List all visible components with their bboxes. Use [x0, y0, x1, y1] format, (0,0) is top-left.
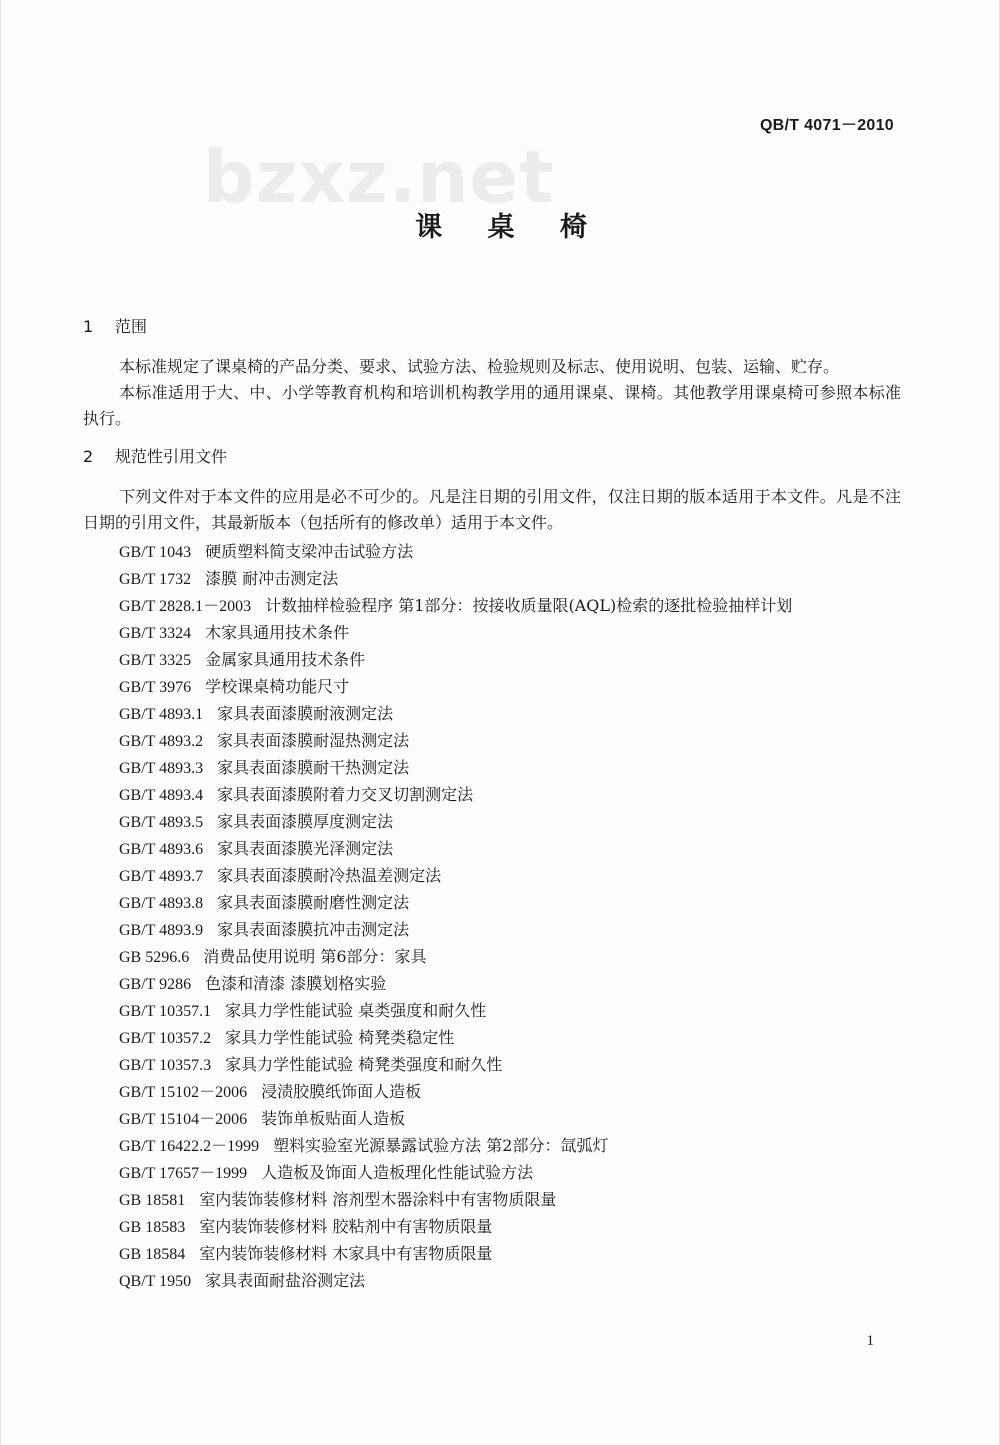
reference-item — [83, 538, 901, 565]
reference-code: GB/T 3324 — [119, 625, 192, 642]
reference-code: GB/T 4893.8 — [119, 895, 204, 912]
reference-title: 硬质塑料简支梁冲击试验方法 — [205, 542, 414, 561]
reference-title: 室内装饰装修材料 木家具中有害物质限量 — [199, 1244, 493, 1263]
reference-item — [83, 754, 901, 781]
page-number: 1 — [866, 1333, 874, 1349]
reference-item — [83, 673, 901, 700]
reference-title: 漆膜 耐冲击测定法 — [205, 569, 339, 588]
reference-item — [83, 592, 901, 619]
reference-code: GB/T 4893.1 — [119, 706, 204, 723]
reference-item — [83, 1024, 901, 1051]
reference-title: 装饰单板贴面人造板 — [261, 1109, 406, 1128]
reference-title: 家具表面漆膜光泽测定法 — [217, 839, 394, 858]
reference-code: QB/T 1950 — [119, 1273, 192, 1290]
reference-item — [83, 1105, 901, 1132]
reference-title: 家具表面漆膜耐湿热测定法 — [217, 731, 410, 750]
reference-item — [83, 565, 901, 592]
reference-title: 消费品使用说明 第6部分：家具 — [203, 947, 427, 966]
reference-title: 室内装饰装修材料 胶粘剂中有害物质限量 — [199, 1217, 493, 1236]
reference-code: GB/T 4893.4 — [119, 787, 204, 804]
reference-title: 塑料实验室光源暴露试验方法 第2部分：氙弧灯 — [273, 1136, 609, 1155]
reference-title: 家具表面漆膜耐冷热温差测定法 — [217, 866, 442, 885]
reference-item — [83, 1159, 901, 1186]
reference-title: 色漆和清漆 漆膜划格实验 — [205, 974, 387, 993]
section-title: 范围 — [115, 317, 148, 336]
reference-code: GB/T 3976 — [119, 679, 192, 696]
reference-title: 人造板及饰面人造板理化性能试验方法 — [261, 1163, 534, 1182]
reference-code: GB/T 10357.3 — [119, 1057, 212, 1074]
reference-code: GB/T 1732 — [119, 571, 192, 588]
section-title: 规范性引用文件 — [115, 447, 228, 466]
reference-code: GB/T 3325 — [119, 652, 192, 669]
reference-item — [83, 1132, 901, 1159]
reference-item — [83, 808, 901, 835]
reference-code: GB/T 2828.1－2003 — [119, 598, 252, 615]
reference-title: 木家具通用技术条件 — [205, 623, 350, 642]
reference-title: 家具表面漆膜附着力交叉切割测定法 — [217, 785, 474, 804]
reference-title: 家具表面漆膜厚度测定法 — [217, 812, 394, 831]
reference-title: 计数抽样检验程序 第1部分：按接收质量限(AQL)检索的逐批检验抽样计划 — [265, 596, 793, 615]
reference-item — [83, 727, 901, 754]
reference-title: 家具表面漆膜耐磨性测定法 — [217, 893, 410, 912]
reference-code: GB/T 10357.2 — [119, 1030, 212, 1047]
reference-code: GB 18584 — [119, 1246, 186, 1263]
section-2-heading — [83, 444, 901, 470]
reference-title: 家具表面漆膜抗冲击测定法 — [217, 920, 410, 939]
reference-item — [83, 700, 901, 727]
reference-code: GB/T 4893.6 — [119, 841, 204, 858]
reference-code: GB 18581 — [119, 1192, 186, 1209]
reference-code: GB/T 16422.2－1999 — [119, 1138, 260, 1155]
reference-title: 浸渍胶膜纸饰面人造板 — [261, 1082, 422, 1101]
reference-item — [83, 1186, 901, 1213]
reference-item — [83, 1051, 901, 1078]
document-body — [83, 314, 901, 1294]
reference-item — [83, 1078, 901, 1105]
reference-list — [83, 538, 901, 1294]
section-1-heading — [83, 314, 901, 340]
reference-item — [83, 781, 901, 808]
reference-code: GB 18583 — [119, 1219, 186, 1236]
reference-code: GB/T 17657－1999 — [119, 1165, 248, 1182]
reference-code: GB/T 9286 — [119, 976, 192, 993]
reference-item — [83, 1267, 901, 1294]
reference-code: GB 5296.6 — [119, 949, 190, 966]
reference-code: GB/T 4893.9 — [119, 922, 204, 939]
scope-paragraph: 本标准规定了课桌椅的产品分类、要求、试验方法、检验规则及标志、使用说明、包装、运输、贮存。 — [119, 357, 840, 376]
reference-title: 家具力学性能试验 桌类强度和耐久性 — [225, 1001, 487, 1020]
reference-item — [83, 1240, 901, 1267]
reference-code: GB/T 4893.2 — [119, 733, 204, 750]
reference-item — [83, 889, 901, 916]
reference-item — [83, 862, 901, 889]
standard-code: QB/T 4071－2010 — [759, 117, 894, 134]
reference-title: 家具表面漆膜耐液测定法 — [217, 704, 394, 723]
watermark: bzxz.net — [203, 135, 555, 219]
reference-item — [83, 970, 901, 997]
reference-item — [83, 943, 901, 970]
reference-title: 家具力学性能试验 椅凳类强度和耐久性 — [225, 1055, 503, 1074]
reference-code: GB/T 4893.5 — [119, 814, 204, 831]
reference-item — [83, 916, 901, 943]
reference-code: GB/T 15102－2006 — [119, 1084, 248, 1101]
reference-code: GB/T 15104－2006 — [119, 1111, 248, 1128]
scope-paragraph: 本标准适用于大、中、小学等教育机构和培训机构教学用的通用课桌、课椅。其他教学用课桌椅可参照本标准执行。 — [83, 383, 901, 428]
reference-title: 家具力学性能试验 椅凳类稳定性 — [225, 1028, 455, 1047]
reference-item — [83, 835, 901, 862]
reference-title: 家具表面漆膜耐干热测定法 — [217, 758, 410, 777]
reference-item — [83, 1213, 901, 1240]
reference-item — [83, 619, 901, 646]
reference-title: 家具表面耐盐浴测定法 — [205, 1271, 366, 1290]
reference-code: GB/T 4893.3 — [119, 760, 204, 777]
reference-item — [83, 646, 901, 673]
reference-title: 学校课桌椅功能尺寸 — [205, 677, 350, 696]
reference-title: 金属家具通用技术条件 — [205, 650, 366, 669]
section-number: 1 — [83, 317, 94, 336]
reference-item — [83, 997, 901, 1024]
reference-title: 室内装饰装修材料 溶剂型木器涂料中有害物质限量 — [199, 1190, 557, 1209]
references-intro-paragraph: 下列文件对于本文件的应用是必不可少的。凡是注日期的引用文件，仅注日期的版本适用于本文件。凡是不注日期的引用文件，其最新版本（包括所有的修改单）适用于本文件。 — [83, 487, 901, 532]
reference-code: GB/T 1043 — [119, 544, 192, 561]
section-number: 2 — [83, 447, 94, 466]
reference-code: GB/T 4893.7 — [119, 868, 204, 885]
document-title: 课 桌 椅 — [415, 212, 605, 243]
reference-code: GB/T 10357.1 — [119, 1003, 212, 1020]
